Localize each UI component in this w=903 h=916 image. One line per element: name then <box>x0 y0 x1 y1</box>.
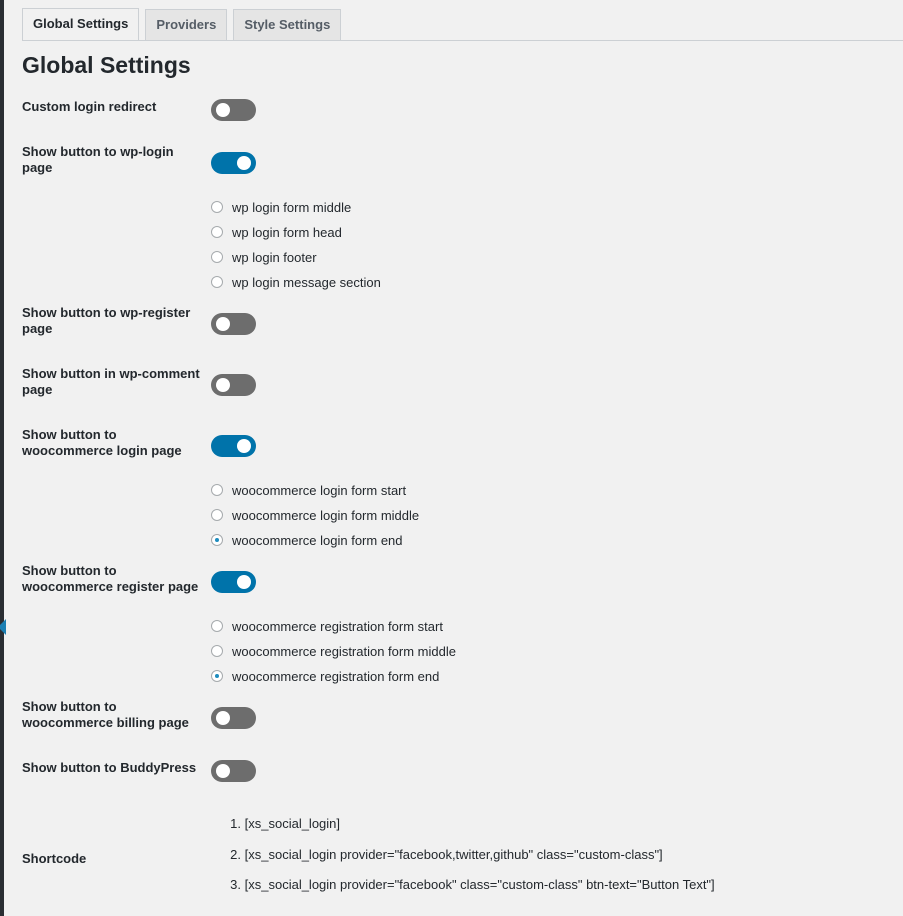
radio-option-wp-login-footer[interactable] <box>211 249 317 265</box>
shortcode-text: [xs_social_login provider="facebook,twitter,github" class="custom-class"] <box>244 847 663 862</box>
setting-label-woocommerce-login <box>22 427 207 459</box>
setting-label-line: woocommerce billing page <box>22 715 189 730</box>
toggle-wp-comment[interactable] <box>211 374 256 396</box>
shortcode-text: [xs_social_login] <box>244 816 341 831</box>
toggle-knob <box>237 575 251 589</box>
setting-label-line: Show button to wp-register <box>22 305 191 320</box>
toggle-knob <box>216 378 230 392</box>
toggle-knob <box>237 156 251 170</box>
toggle-woocommerce-login[interactable] <box>211 435 256 457</box>
active-menu-arrow-icon <box>0 619 6 635</box>
setting-label-wp-login <box>22 144 207 176</box>
toggle-knob <box>237 439 251 453</box>
shortcode-number: 2. <box>230 847 241 862</box>
tabs-divider <box>22 40 903 41</box>
setting-label-line: woocommerce login page <box>22 443 182 458</box>
toggle-woocommerce-register[interactable] <box>211 571 256 593</box>
setting-label-wp-comment <box>22 366 207 398</box>
radio-option-woocommerce-login-form-middle[interactable] <box>211 507 419 523</box>
radio-option-wp-login-form-head[interactable] <box>211 224 342 240</box>
toggle-wp-register[interactable] <box>211 313 256 335</box>
setting-label-line: Custom login redirect <box>22 99 157 114</box>
radio-label: woocommerce login form middle <box>232 507 420 523</box>
radio-option-woocommerce-login-form-start[interactable] <box>211 482 406 498</box>
radio-button[interactable] <box>211 509 223 521</box>
setting-label-woocommerce-register <box>22 563 207 595</box>
radio-option-woocommerce-registration-form-end[interactable] <box>211 668 439 684</box>
radio-label: wp login form head <box>232 224 342 240</box>
radio-option-wp-login-message-section[interactable] <box>211 274 381 290</box>
shortcode-item <box>226 877 715 892</box>
setting-label-line: Show button to BuddyPress <box>22 760 197 775</box>
shortcode-number: 3. <box>230 877 241 892</box>
radio-option-woocommerce-registration-form-middle[interactable] <box>211 643 456 659</box>
toggle-knob <box>216 764 230 778</box>
shortcode-item <box>226 847 663 862</box>
shortcode-number: 1. <box>230 816 241 831</box>
shortcode-label: Shortcode <box>22 851 87 866</box>
radio-label: woocommerce registration form middle <box>232 643 456 659</box>
setting-label-line: Show button in wp-comment <box>22 366 200 381</box>
shortcode-item <box>226 816 340 831</box>
radio-label: wp login footer <box>232 249 317 265</box>
toggle-woocommerce-billing[interactable] <box>211 707 256 729</box>
tab-style-settings[interactable]: Style Settings <box>233 9 341 40</box>
radio-label: woocommerce login form end <box>232 532 403 548</box>
toggle-knob <box>216 317 230 331</box>
radio-label: wp login message section <box>232 274 381 290</box>
radio-button[interactable] <box>211 484 223 496</box>
radio-label: woocommerce registration form start <box>232 618 443 634</box>
radio-button[interactable] <box>211 226 223 238</box>
radio-label: woocommerce login form start <box>232 482 407 498</box>
radio-button[interactable] <box>211 534 223 546</box>
shortcode-text: [xs_social_login provider="facebook" class="custom-class" btn-text="Button Text"] <box>244 877 715 892</box>
setting-label-line: woocommerce register page <box>22 579 199 594</box>
setting-label-line: Show button to <box>22 427 117 442</box>
radio-button[interactable] <box>211 276 223 288</box>
setting-label-buddypress <box>22 760 207 776</box>
tab-global-settings[interactable]: Global Settings <box>22 8 139 40</box>
radio-button[interactable] <box>211 670 223 682</box>
setting-label-wp-register <box>22 305 207 337</box>
admin-sidebar-edge <box>0 0 4 916</box>
setting-label-line: Show button to wp-login <box>22 144 174 159</box>
setting-label-line: Show button to <box>22 563 117 578</box>
radio-button[interactable] <box>211 620 223 632</box>
settings-tabs <box>22 8 347 40</box>
radio-button[interactable] <box>211 251 223 263</box>
setting-label-custom-login-redirect <box>22 99 207 115</box>
radio-button[interactable] <box>211 201 223 213</box>
toggle-wp-login[interactable] <box>211 152 256 174</box>
radio-option-woocommerce-registration-form-start[interactable] <box>211 618 443 634</box>
radio-label: woocommerce registration form end <box>232 668 440 684</box>
setting-label-line: page <box>22 382 53 397</box>
toggle-knob <box>216 103 230 117</box>
page-title: Global Settings <box>22 52 191 78</box>
setting-label-line: page <box>22 321 53 336</box>
radio-option-woocommerce-login-form-end[interactable] <box>211 532 403 548</box>
radio-button[interactable] <box>211 645 223 657</box>
setting-label-line: page <box>22 160 53 175</box>
setting-label-line: Show button to <box>22 699 117 714</box>
toggle-buddypress[interactable] <box>211 760 256 782</box>
tab-providers[interactable]: Providers <box>145 9 227 40</box>
radio-option-wp-login-form-middle[interactable] <box>211 199 351 215</box>
toggle-knob <box>216 711 230 725</box>
radio-label: wp login form middle <box>232 199 352 215</box>
setting-label-woocommerce-billing <box>22 699 207 731</box>
toggle-custom-login-redirect[interactable] <box>211 99 256 121</box>
